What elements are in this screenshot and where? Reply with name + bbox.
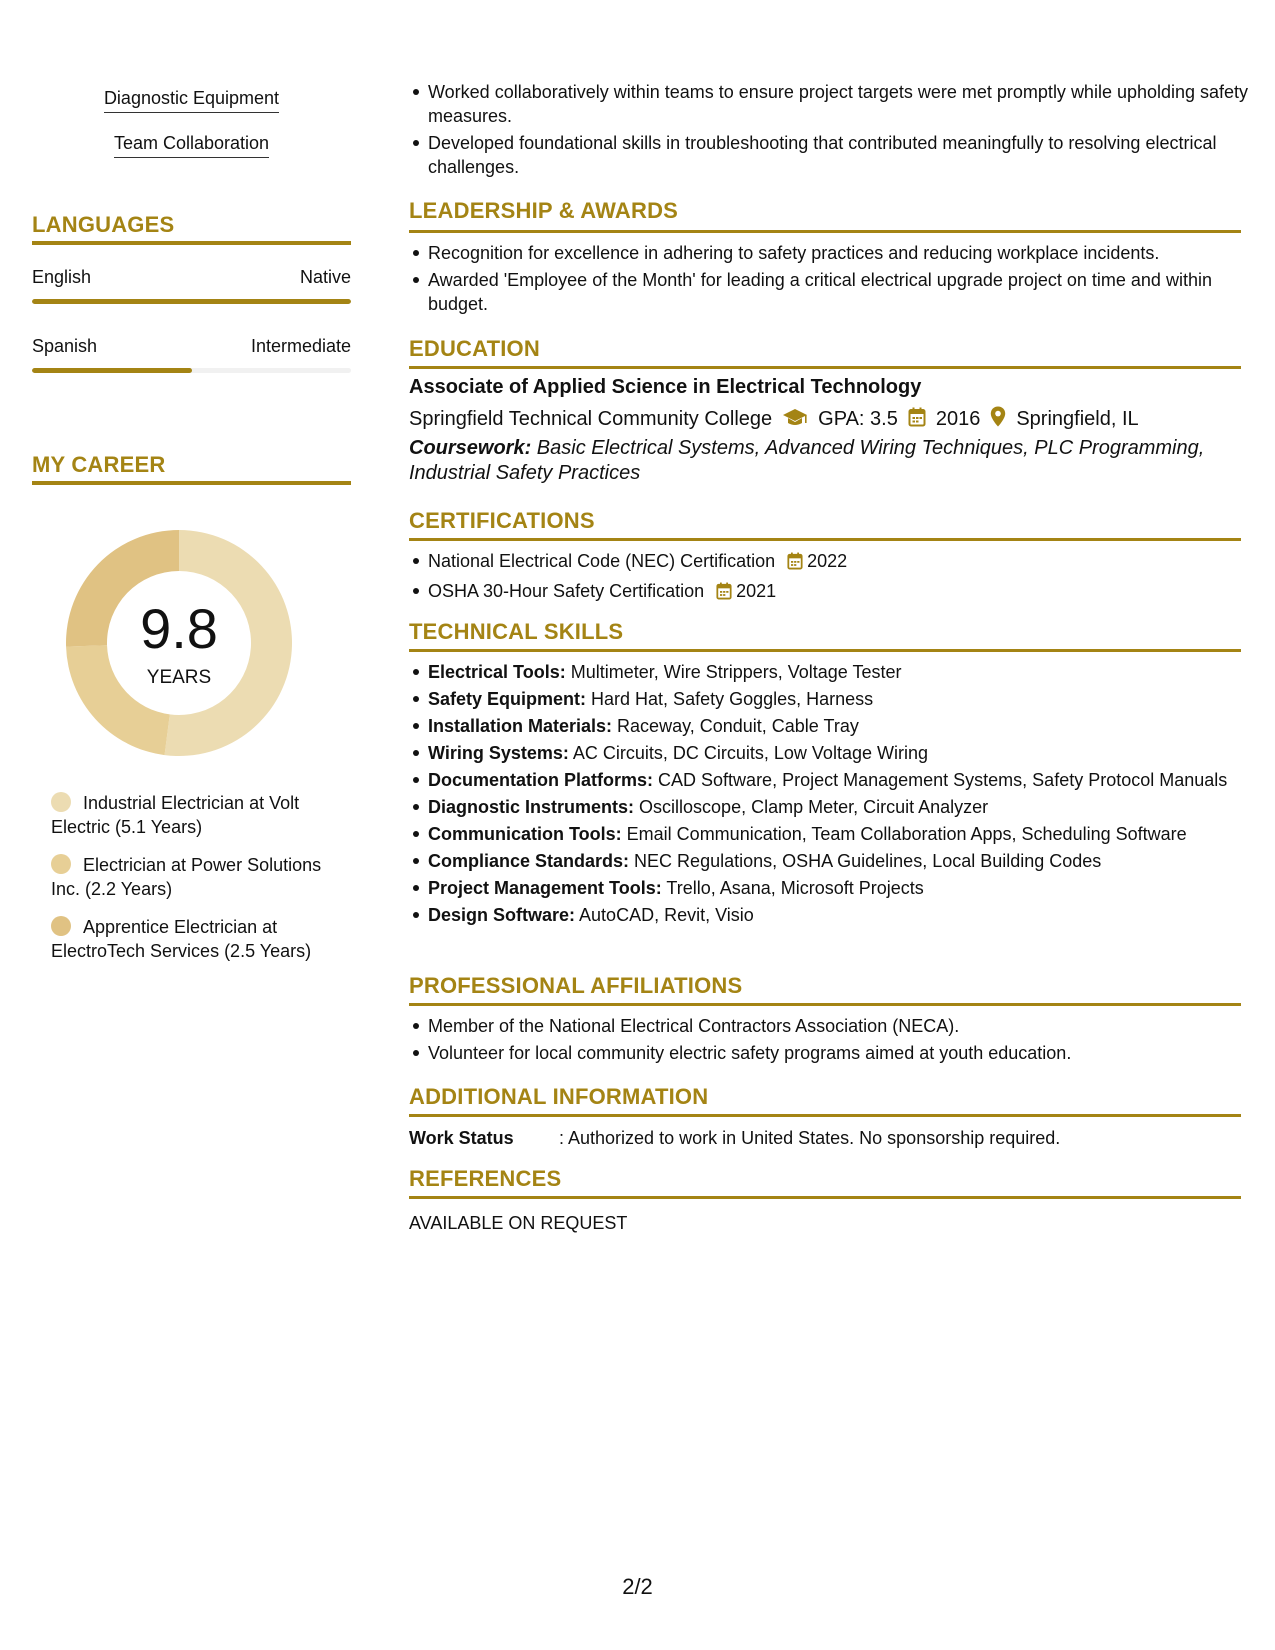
technical-skill-value: Oscilloscope, Clamp Meter, Circuit Analyzer	[634, 797, 989, 817]
technical-skill-item	[428, 660, 1260, 684]
language-name: Spanish	[32, 336, 98, 356]
technical-skill-label: Wiring Systems:	[428, 743, 569, 763]
coursework-label: Coursework:	[409, 437, 532, 459]
calendar-icon	[716, 582, 732, 606]
technical-skill-value: CAD Software, Project Management Systems, Safety Protocol Manuals	[653, 770, 1228, 790]
technical-skills-list	[409, 660, 1260, 930]
technical-skill-label: Safety Equipment:	[428, 689, 587, 709]
education-rule	[409, 366, 1241, 369]
technical-skill-item	[428, 903, 1260, 927]
technical-skill-value: Email Communication, Team Collaboration Apps, Scheduling Software	[621, 824, 1187, 844]
skill-tag-label: Diagnostic Equipment	[104, 88, 279, 113]
work-status-value: : Authorized to work in United States. No sponsorship required.	[559, 1128, 1061, 1148]
location-pin-icon	[990, 406, 1006, 433]
languages-rule	[32, 241, 351, 245]
career-heading: MY CAREER	[32, 452, 166, 477]
coursework-text: Basic Electrical Systems, Advanced Wiring Techniques, PLC Programming, Industrial Safety Practices	[409, 437, 1205, 484]
education-heading: EDUCATION	[409, 336, 540, 361]
career-unit: YEARS	[146, 667, 212, 688]
technical-skill-item	[428, 822, 1260, 846]
technical-skill-value: Trello, Asana, Microsoft Projects	[661, 878, 924, 898]
affiliations-rule	[409, 1003, 1241, 1006]
leadership-heading: LEADERSHIP & AWARDS	[409, 198, 679, 223]
work-status-label: Work Status	[409, 1128, 514, 1148]
career-donut-center	[66, 530, 292, 756]
bullet-item: Volunteer for local community electric safety programs aimed at youth education.	[428, 1041, 1260, 1065]
language-name: English	[32, 267, 92, 287]
technical-skill-label: Compliance Standards:	[428, 851, 630, 871]
language-bar	[32, 368, 351, 373]
education-gpa: GPA: 3.5	[818, 408, 898, 430]
legend-dot	[51, 792, 71, 812]
technical-skill-label: Documentation Platforms:	[428, 770, 654, 790]
education-coursework	[409, 436, 1241, 486]
education-year: 2016	[935, 408, 981, 430]
certification-name: OSHA 30-Hour Safety Certification	[428, 581, 705, 601]
bullet-item: Worked collaboratively within teams to ensure project targets were met promptly while upholding safety measures.	[428, 80, 1260, 128]
technical-skill-item	[428, 849, 1260, 873]
technical-skill-value: NEC Regulations, OSHA Guidelines, Local Building Codes	[629, 851, 1102, 871]
legend-dot	[51, 916, 71, 936]
technical-skill-value: Multimeter, Wire Strippers, Voltage Tester	[565, 662, 902, 682]
education-school: Springfield Technical Community College	[409, 408, 773, 430]
career-legend-item	[51, 853, 341, 901]
experience-bullets	[409, 80, 1260, 182]
career-legend-label: Electrician at Power Solutions Inc. (2.2 Years)	[51, 855, 322, 899]
certification-item	[428, 579, 1260, 606]
technical-skill-label: Project Management Tools:	[428, 878, 662, 898]
technical-skill-label: Diagnostic Instruments:	[428, 797, 635, 817]
technical-skills-heading: TECHNICAL SKILLS	[409, 619, 624, 644]
technical-skill-label: Design Software:	[428, 905, 576, 925]
language-level: Intermediate	[250, 336, 351, 356]
career-legend-label: Industrial Electrician at Volt Electric (5.1 Years)	[51, 793, 300, 837]
bullet-item: Awarded 'Employee of the Month' for leading a critical electrical upgrade project on time and within budget.	[428, 268, 1260, 316]
technical-skill-item	[428, 687, 1260, 711]
page-number: 2/2	[622, 1574, 653, 1599]
skill-tag-label: Team Collaboration	[114, 133, 269, 158]
certifications-rule	[409, 538, 1241, 541]
certification-year: 2021	[736, 581, 777, 601]
language-row	[32, 267, 351, 288]
leadership-bullets	[409, 241, 1260, 319]
certifications-list	[409, 549, 1260, 609]
graduation-cap-icon	[782, 407, 808, 433]
affiliations-heading: PROFESSIONAL AFFILIATIONS	[409, 973, 743, 998]
education-location: Springfield, IL	[1016, 408, 1139, 430]
skill-tag	[32, 88, 351, 113]
skill-tag	[32, 133, 351, 158]
certification-item	[428, 549, 1260, 576]
career-donut	[66, 530, 292, 756]
language-bar-fill	[32, 368, 192, 373]
references-heading: REFERENCES	[409, 1166, 562, 1191]
education-degree: Associate of Applied Science in Electrical Technology	[409, 376, 922, 398]
leadership-rule	[409, 230, 1241, 233]
career-total: 9.8	[140, 597, 218, 660]
references-text: AVAILABLE ON REQUEST	[409, 1213, 628, 1233]
work-status-row	[409, 1128, 1060, 1149]
education-details	[409, 406, 1139, 433]
technical-skill-label: Communication Tools:	[428, 824, 622, 844]
career-rule	[32, 481, 351, 485]
affiliations-list	[409, 1014, 1260, 1068]
technical-skill-value: Raceway, Conduit, Cable Tray	[612, 716, 859, 736]
references-rule	[409, 1196, 1241, 1199]
language-level: Native	[299, 267, 351, 287]
technical-skill-item	[428, 768, 1260, 792]
calendar-icon	[787, 552, 803, 576]
technical-skill-item	[428, 876, 1260, 900]
legend-dot	[51, 854, 71, 874]
calendar-icon	[908, 407, 926, 433]
career-legend-item	[51, 915, 341, 963]
technical-skill-item	[428, 795, 1260, 819]
technical-skill-label: Installation Materials:	[428, 716, 613, 736]
language-bar-fill	[32, 299, 351, 304]
technical-skill-value: AC Circuits, DC Circuits, Low Voltage Wiring	[568, 743, 928, 763]
technical-skill-item	[428, 714, 1260, 738]
certifications-heading: CERTIFICATIONS	[409, 508, 595, 533]
language-bar	[32, 299, 351, 304]
technical-skill-label: Electrical Tools:	[428, 662, 566, 682]
technical-skill-item	[428, 741, 1260, 765]
technical-skills-rule	[409, 649, 1241, 652]
languages-heading: LANGUAGES	[32, 212, 175, 237]
career-legend-label: Apprentice Electrician at ElectroTech Services (2.5 Years)	[51, 917, 312, 961]
additional-info-rule	[409, 1114, 1241, 1117]
technical-skill-value: AutoCAD, Revit, Visio	[575, 905, 754, 925]
certification-name: National Electrical Code (NEC) Certification	[428, 551, 776, 571]
certification-year: 2022	[807, 551, 848, 571]
technical-skill-value: Hard Hat, Safety Goggles, Harness	[586, 689, 874, 709]
bullet-item: Member of the National Electrical Contractors Association (NECA).	[428, 1014, 1260, 1038]
career-legend-item	[51, 791, 341, 839]
bullet-item: Developed foundational skills in troubleshooting that contributed meaningfully to resolving electrical challenges.	[428, 131, 1260, 179]
bullet-item: Recognition for excellence in adhering to safety practices and reducing workplace incidents.	[428, 241, 1260, 265]
additional-info-heading: ADDITIONAL INFORMATION	[409, 1084, 709, 1109]
language-row	[32, 336, 351, 357]
